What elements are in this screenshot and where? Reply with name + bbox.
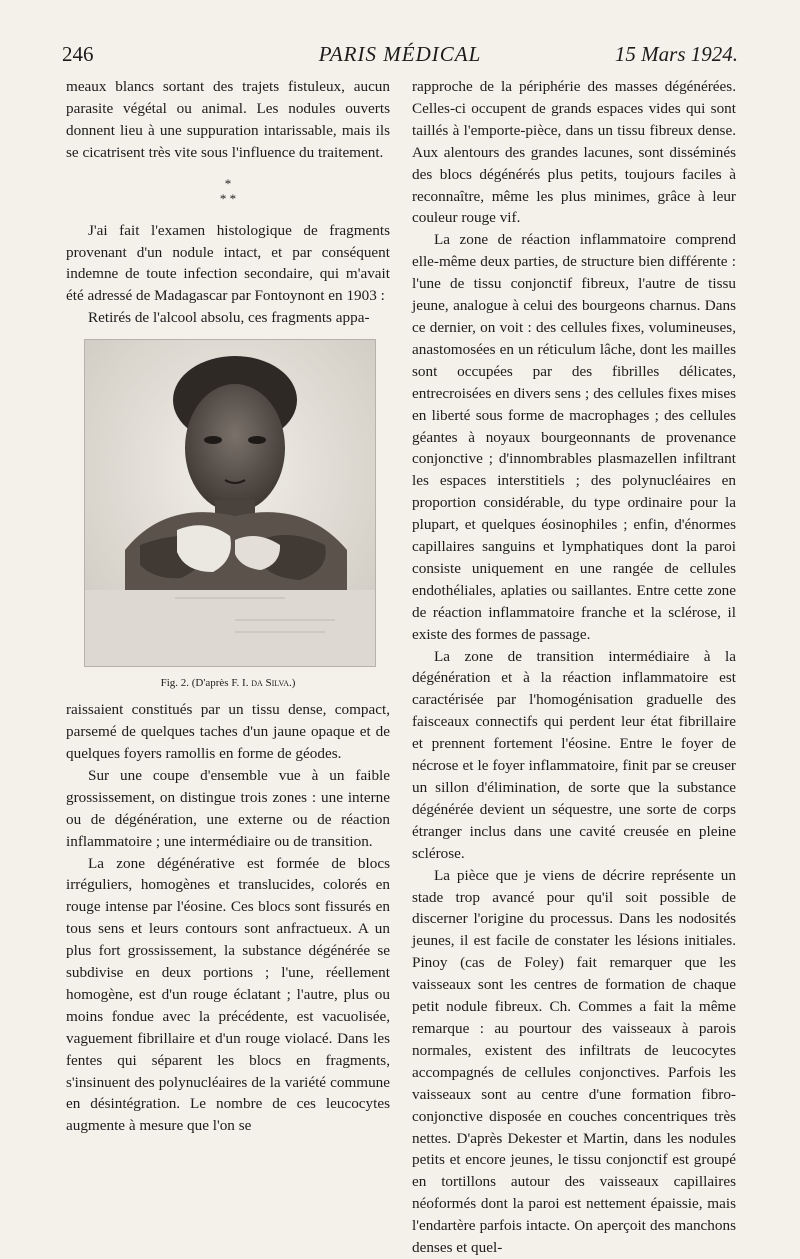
paragraph: La pièce que je viens de décrire représente un stade trop avancé pour qu'il soit possible de discerner l'origine du processus. Dans les nodosités jeunes, il est facile de constater les lésions initiales. Pinoy (cas de Foley) fait remarquer que les vaisseaux sont les centres de formation de chaque petit nodule fibreux. Ch. Commes a fait la même remarque : au pourtour des vaisseaux à parois normales, existent des infiltrats de leucocytes accompagnés de cellules conjonctives. Parfois les vaisseaux sont au centre d'une formation fibro-conjonctive disposée en couches concentriques très nettes. D'après Dekester et Martin, dans les nodules petits et encore jeunes, le tissu conjonctif est groupé en tortillons autour des vaisseaux capillaires néoformés dont la paroi est nettement épaissie, mais l'endartère parfois intacte. On aperçoit des manchons denses et quel-	[412, 866, 736, 1257]
paragraph: meaux blancs sortant des trajets fistuleux, aucun parasite végétal ou animal. Les nodules ouverts donnent lieu à une suppuration intarissable, mais ils se cicatrisent très vite sous l'influence du traitement.	[66, 78, 390, 161]
paragraph: Sur une coupe d'ensemble vue à un faible grossissement, on distingue trois zones : une interne ou de dégénération, une externe ou de réaction inflammatoire ; une intermédiaire ou de transition.	[66, 766, 390, 850]
patient-photograph	[84, 339, 376, 667]
paragraph: La zone de transition intermédiaire à la dégénération et à la réaction inflammatoire est caractérisée par l'homogénisation graduelle des faisceaux connectifs qui perdent leur état fibrillaire et prennent fortement l'éosine. Entre le foyer de nécrose et le foyer inflammatoire, finit par se creuser un sillon d'élimination, de sorte que la substance dégénérée devient un séquestre, une sorte de corps étranger inclus dans une cavité creusée en pleine sclérose.	[412, 647, 736, 862]
figure-caption	[66, 675, 390, 691]
page-number: 246	[62, 42, 94, 66]
caption-author: da Silva.)	[251, 677, 296, 690]
page-header	[62, 42, 738, 72]
paragraph: J'ai fait l'examen histologique de fragments provenant d'un nodule intact, et par conséquent indemne de toute infection secondaire, qui m'avait été adressé de Madagascar par Fontoynont en 1903 :	[66, 221, 390, 305]
right-column	[412, 76, 736, 1259]
separator-star: *	[224, 175, 232, 191]
separator-stars: * *	[219, 190, 237, 206]
paragraph: rapproche de la périphérie des masses dégénérées. Celles-ci occupent de grands espaces vides qui sont taillés à l'emporte-pièce, dans un tissu fibreux dense. Aux alentours des grandes lacunes, sont disséminés des blocs dégénérés plus petits, toujours faciles à reconnaître, même les plus minimes, grâce à leur couleur rouge vif.	[412, 78, 736, 227]
left-column	[66, 76, 390, 1137]
section-separator	[66, 176, 390, 206]
paragraph: raissaient constitués par un tissu dense, compact, parsemé de quelques taches d'un jaune opaque et de quelques foyers ramollis en forme de géodes.	[66, 701, 390, 762]
paragraph: La zone de réaction inflammatoire comprend elle-même deux parties, de structure bien différente : l'une de tissu conjonctif fibreux, l'autre de tissu jeune, analogue à celui des bourgeons charnus. Dans ce dernier, on voit : des cellules fixes, volumineuses, anastomosées en un réticulum lâche, dont les mailles sont occupées par des fibrilles délicates, entrecroisées en divers sens ; des cellules fixes mises en liberté sous forme de macrophages ; des cellules géantes à noyaux bourgeonnants de provenance conjonctive ; d'innombrables plasmazellen infiltrant les espaces interstitiels ; des polynucléaires en proportion considérable, du type ordinaire pour la plupart, et quelques éosinophiles ; enfin, d'énormes capillaires sanguins et lymphatiques dont la paroi consiste uniquement en une rangée de cellules endothéliales, aplaties ou saillantes. Entre cette zone de réaction inflammatoire franche et la sclérose, il existe des formes de passage.	[412, 231, 736, 643]
journal-title: PARIS MÉDICAL	[318, 42, 482, 66]
issue-date: 15 Mars 1924.	[614, 42, 738, 66]
caption-prefix: Fig. 2. (D'après F. I.	[160, 677, 249, 690]
paragraph: La zone dégénérative est formée de blocs irréguliers, homogènes et translucides, colorés en rouge intense par l'éosine. Ces blocs sont fissurés en tous sens et leurs contours sont anfractueux. A un plus fort grossissement, la substance dégénérée se subdivise en deux portions ; l'une, réellement homogène, est d'un rouge éclatant ; l'autre, plus ou moins fondue avec la précédente, est vacuolisée, vaguement fibrillaire et d'un rouge violacé. Dans les fentes qui séparent les blocs en fragments, s'insinuent des polynucléaires de la variété commune en désintégration. Le nombre de ces leucocytes augmente à mesure que l'on se	[66, 854, 390, 1135]
photo-illustration	[85, 340, 375, 666]
paragraph: Retirés de l'alcool absolu, ces fragments appa-	[88, 309, 370, 327]
